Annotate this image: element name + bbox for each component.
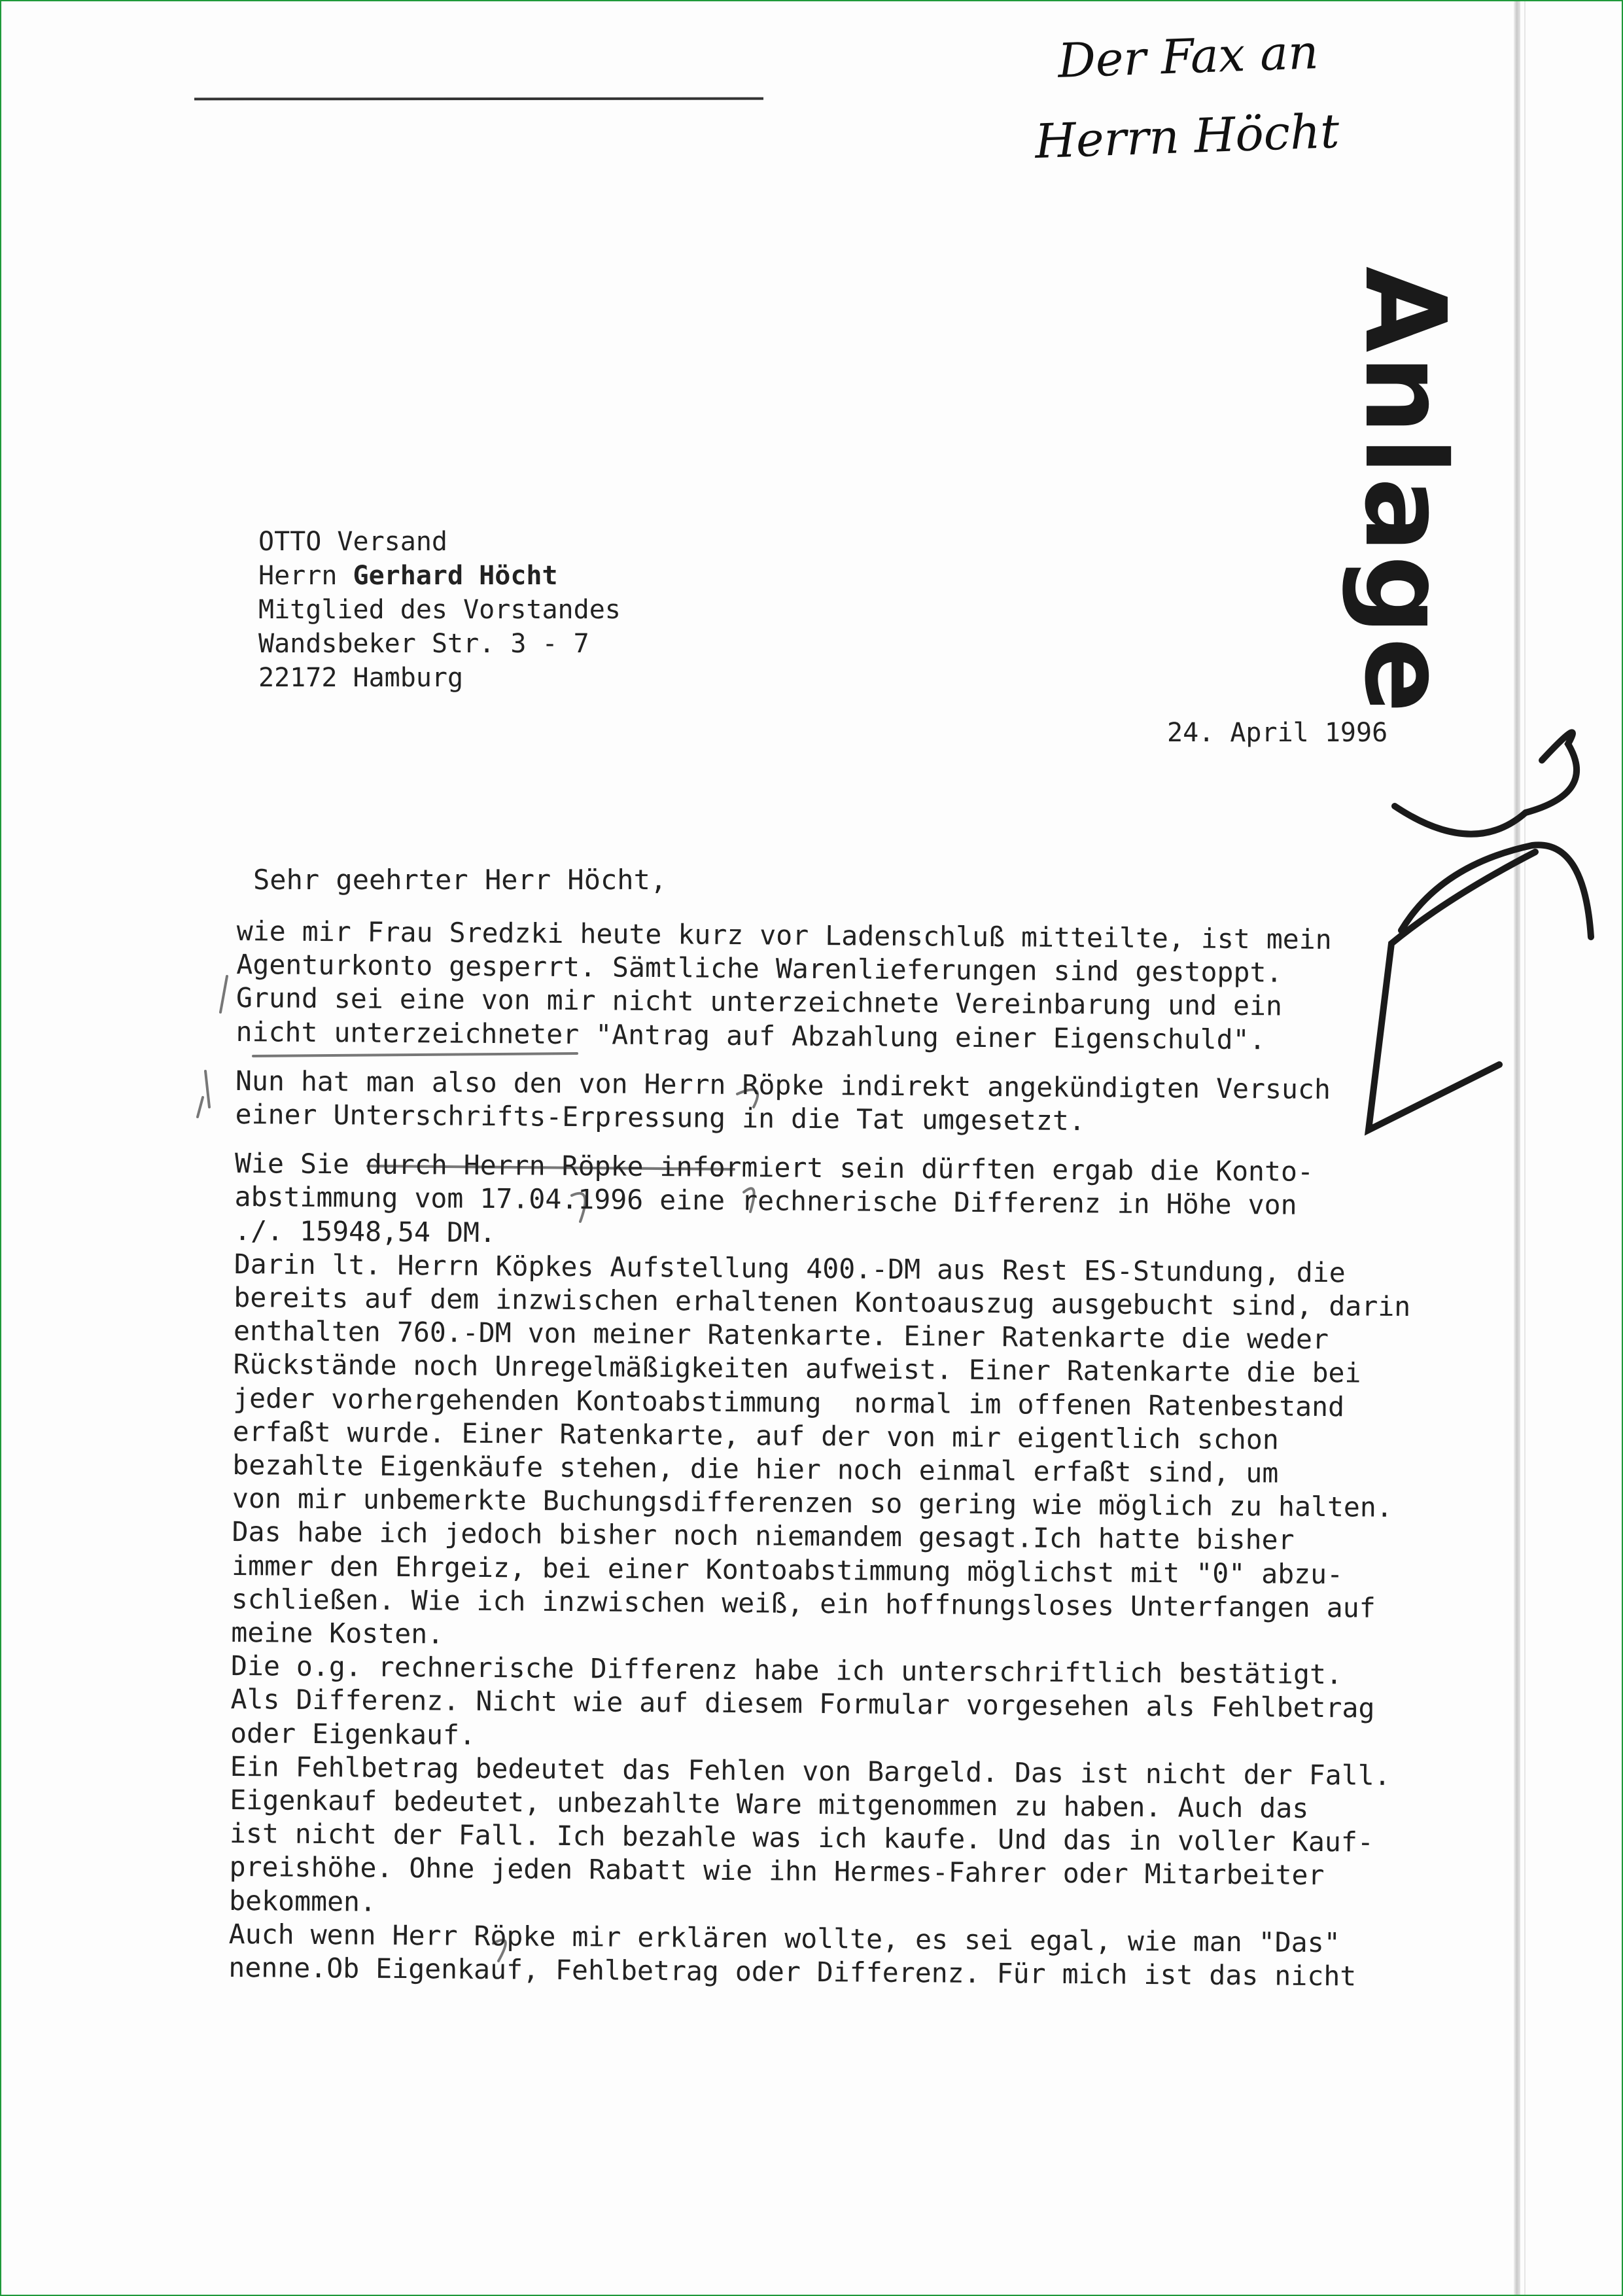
letter-line: bekommen. [228, 1884, 377, 1918]
letter-line: Wie Sie durch Herrn Röpke informiert sein dürften ergab die Konto- [234, 1147, 1314, 1188]
letter-line: wie mir Frau Sredzki heute kurz vor Ladenschluß mitteilte, ist mein [236, 915, 1332, 956]
letter-line: oder Eigenkauf. [230, 1716, 476, 1751]
letter-body [228, 914, 1414, 1993]
letter-line: meine Kosten. [231, 1616, 444, 1650]
letter-line: Grund sei eine von mir nicht unterzeichnete Vereinbarung und ein [236, 981, 1283, 1022]
recipient-address [258, 525, 621, 695]
handwritten-note-line2: Herrn Höcht [1034, 103, 1340, 169]
letter-line: Das habe ich jedoch bisher noch niemandem gesagt.Ich hatte bisher [232, 1515, 1295, 1557]
letter-line: immer den Ehrgeiz, bei einer Kontoabstimmung möglichst mit "0" abzu- [231, 1549, 1344, 1590]
address-role: Mitglied des Vorstandes [258, 595, 621, 625]
address-city: 22172 Hamburg [258, 663, 464, 693]
letter-paragraph [236, 914, 1413, 1057]
letter-line: Ein Fehlbetrag bedeutet das Fehlen von Bargeld. Das ist nicht der Fall. [230, 1750, 1391, 1792]
letter-line: Nun hat man also den von Herrn Röpke indirekt angekündigten Versuch [235, 1064, 1331, 1105]
letter-line: Agenturkonto gesperrt. Sämtliche Warenlieferungen sind gestoppt. [236, 948, 1283, 989]
letter-paragraph [235, 1064, 1412, 1140]
letter-line: enthalten 760.-DM von meiner Ratenkarte. Einer Ratenkarte die weder [233, 1315, 1329, 1356]
salutation: Sehr geehrter Herr Höcht, [253, 864, 667, 896]
address-street: Wandsbeker Str. 3 - 7 [258, 629, 589, 659]
letter-line: Als Differenz. Nicht wie auf diesem Formular vorgesehen als Fehlbetrag [230, 1683, 1375, 1725]
letter-line: nicht unterzeichneter "Antrag auf Abzahlung einer Eigenschuld". [236, 1015, 1266, 1055]
letter-paragraph [228, 1146, 1412, 1993]
address-company: OTTO Versand [258, 527, 447, 557]
letter-line: Die o.g. rechnerische Differenz habe ich unterschriftlich bestätigt. [230, 1650, 1343, 1691]
letter-line: Eigenkauf bedeutet, unbezahlte Ware mitgenommen zu haben. Auch das [230, 1784, 1309, 1824]
letter-line: jeder vorhergehenden Kontoabstimmung normal im offenen Ratenbestand [233, 1381, 1345, 1422]
letter-line: Auch wenn Herr Röpke mir erklären wollte, es sei egal, wie man "Das" [228, 1917, 1340, 1959]
letter-line: preishöhe. Ohne jeden Rabatt wie ihn Hermes-Fahrer oder Mitarbeiter [229, 1850, 1325, 1892]
address-name-line [258, 559, 621, 593]
letter-line: abstimmung vom 17.04.1996 eine rechnerische Differenz in Höhe von [234, 1180, 1297, 1222]
handwritten-anlage-mark: Anlage [1340, 266, 1469, 716]
handwritten-note-line1: Der Fax an [1056, 24, 1319, 88]
letter-line: Rückstände noch Unregelmäßigkeiten aufweist. Einer Ratenkarte die bei [233, 1348, 1361, 1389]
letter-line: bezahlte Eigenkäufe stehen, die hier noch einmal erfaßt sind, um [232, 1449, 1279, 1489]
letter-line: bereits auf dem inzwischen erhaltenen Kontoauszug ausgebucht sind, darin [234, 1281, 1411, 1323]
address-name: Gerhard Höcht [353, 561, 558, 591]
address-prefix: Herrn [258, 561, 338, 591]
letter-line: ist nicht der Fall. Ich bezahle was ich kaufe. Und das in voller Kauf- [229, 1817, 1374, 1858]
letter-date: 24. April 1996 [1167, 718, 1388, 748]
letter-line: von mir unbemerkte Buchungsdifferenzen so gering wie möglich zu halten. [232, 1482, 1393, 1524]
letter-line: einer Unterschrifts-Erpressung in die Tat umgesetzt. [235, 1098, 1085, 1137]
letter-line: nenne.Ob Eigenkauf, Fehlbetrag oder Differenz. Für mich ist das nicht [228, 1951, 1357, 1992]
letter-line: schließen. Wie ich inzwischen weiß, ein hoffnungsloses Unterfangen auf [231, 1582, 1376, 1624]
letter-line: ./. 15948,54 DM. [234, 1214, 497, 1248]
letter-line: erfaßt wurde. Einer Ratenkarte, auf der von mir eigentlich schon [232, 1415, 1279, 1456]
letter-line: Darin lt. Herrn Köpkes Aufstellung 400.-DM aus Rest ES-Stundung, die [234, 1247, 1346, 1289]
